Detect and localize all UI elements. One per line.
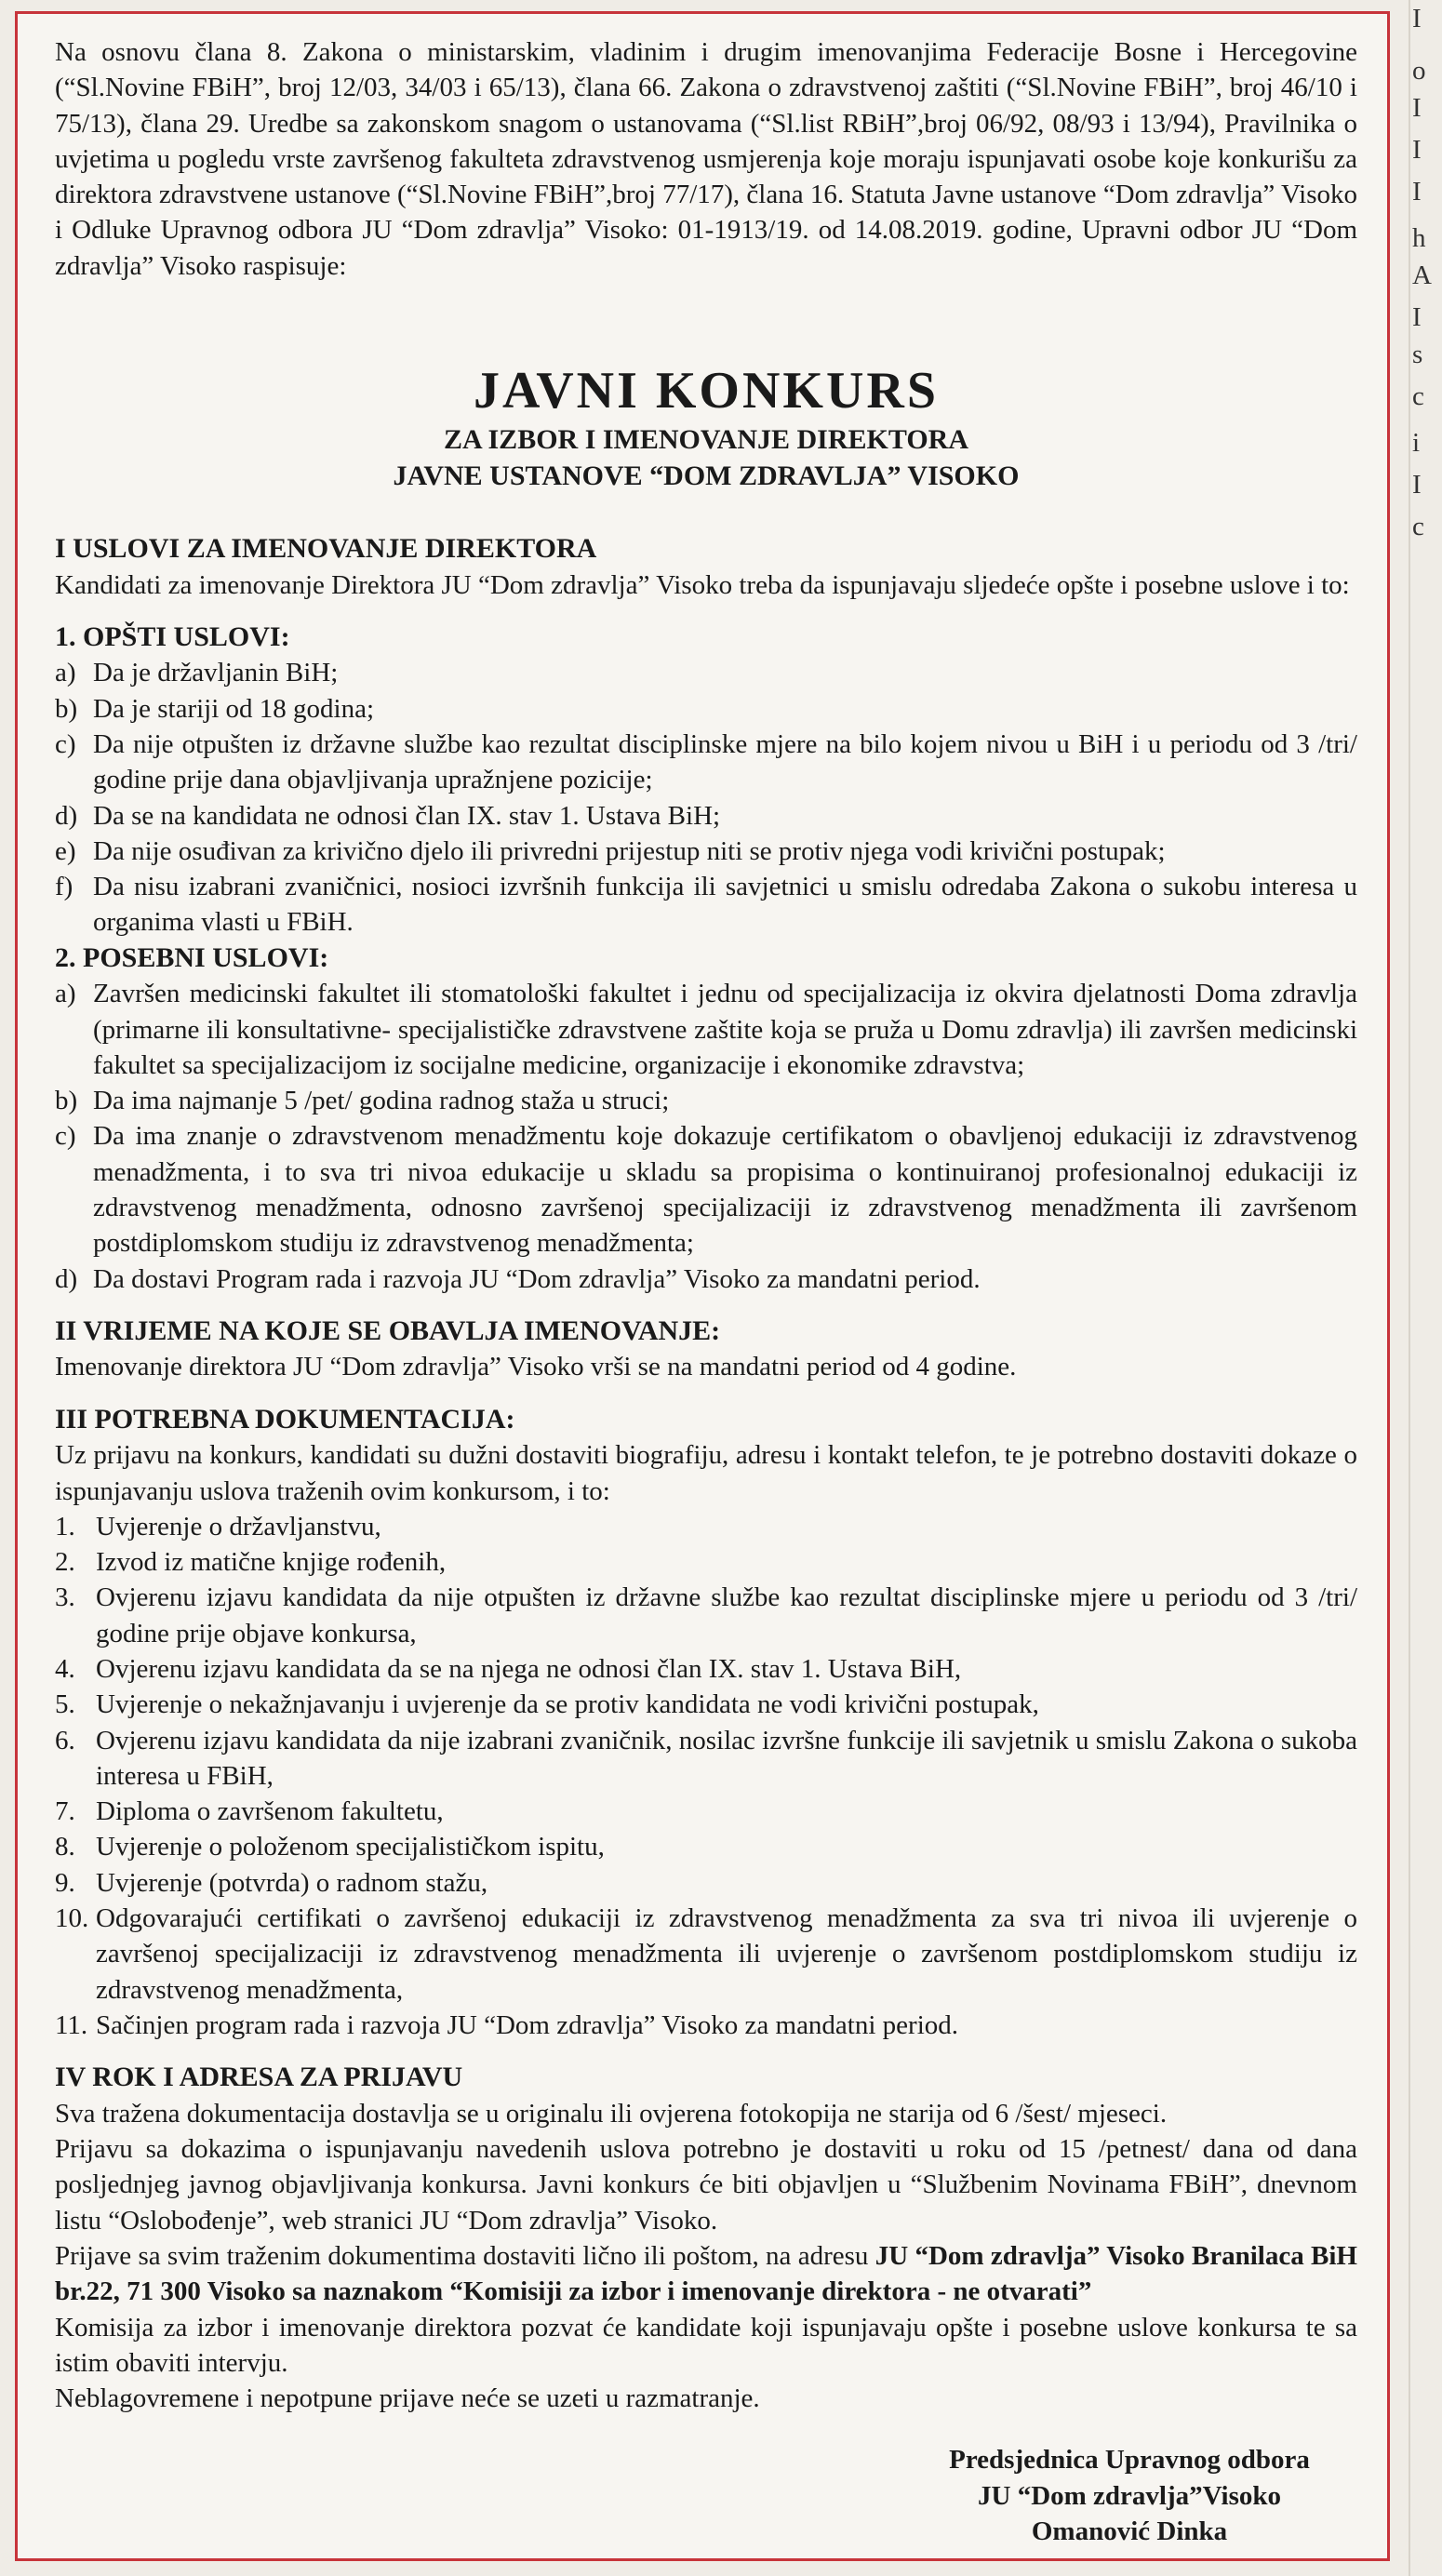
list-marker: 11. xyxy=(55,2009,88,2040)
edge-character: h xyxy=(1412,223,1426,253)
section4-paragraph-4: Komisija za izbor i imenovanje direktora pozvat će kandidate koji ispunjavaju opšte i posebne uslove konkursa te sa istim obaviti intervju. xyxy=(55,2312,1357,2378)
list-item-text: Odgovarajući certifikati o završenoj edukaciji iz zdravstvenog menadžmenta za sva tri nivoa ili uvjerenje o završenoj specijalizaciji iz zdravstvenog menadžmenta ili uvjerenje o završenom postdiplomskom studiju iz zdravstvenog menadžmenta, xyxy=(96,1903,1357,2005)
notice-content xyxy=(55,34,1357,2549)
list-item xyxy=(55,1083,1357,1118)
list-item-text: Da nije otpušten iz državne službe kao rezultat disciplinske mjere na bilo kojem nivou u BiH i u periodu od 3 /tri/ godine prije dana objavljivanja upražnjene pozicije; xyxy=(93,728,1357,795)
list-marker: 2. xyxy=(55,1547,75,1578)
list-marker: 4. xyxy=(55,1654,75,1684)
list-item xyxy=(55,1118,1357,1261)
list-item-text: Da dostavi Program rada i razvoja JU “Dom zdravlja” Visoko za mandatni period. xyxy=(93,1263,981,1294)
list-marker: d) xyxy=(55,800,78,831)
list-item-text: Ovjerenu izjavu kandidata da nije izabrani zvaničnik, nosilac izvršne funkcije ili savjetnik u smislu Zakona o sukoba interesa u FBiH, xyxy=(96,1725,1357,1791)
edge-character: I xyxy=(1412,93,1422,123)
special-conditions-list xyxy=(55,976,1357,1297)
list-item xyxy=(55,655,1357,690)
signature-role: Predsjednica Upravnog odbora xyxy=(949,2445,1310,2476)
list-item-text: Ovjerenu izjavu kandidata da se na njega ne odnosi član IX. stav 1. Ustava BiH, xyxy=(96,1654,962,1684)
section4-heading: IV ROK I ADRESA ZA PRIJAVU xyxy=(55,2062,463,2093)
list-item xyxy=(55,1509,1357,1544)
adjacent-column-fragment xyxy=(1409,0,1442,2576)
list-item xyxy=(55,1651,1357,1687)
edge-character: c xyxy=(1412,512,1424,541)
notice-subtitle-1: ZA IZBOR I IMENOVANJE DIREKTORA xyxy=(443,424,968,456)
address-bold: JU “Dom zdravlja” Visoko Branilaca BiH br.22, 71 300 Visoko sa naznakom “Komisiji za izbor i imenovanje direktora - ne otvarati” xyxy=(55,2240,1357,2307)
list-item-text: Sačinjen program rada i razvoja JU “Dom zdravlja” Visoko za mandatni period. xyxy=(96,2009,959,2040)
special-conditions-heading: 2. POSEBNI USLOVI: xyxy=(55,941,329,973)
signature-block xyxy=(55,2442,1357,2549)
list-item xyxy=(55,1544,1357,1580)
list-marker: e) xyxy=(55,835,76,866)
notice-frame xyxy=(15,11,1390,2561)
list-marker: 9. xyxy=(55,1867,75,1898)
signature-institution: JU “Dom zdravlja”Visoko xyxy=(978,2480,1281,2511)
edge-character: I xyxy=(1412,177,1422,207)
list-item xyxy=(55,834,1357,869)
list-marker: f) xyxy=(55,872,73,902)
section4-paragraph-5: Neblagovremene i nepotpune prijave neće se uzeti u razmatranje. xyxy=(55,2383,760,2414)
list-item-text: Uvjerenje o državljanstvu, xyxy=(96,1511,381,1542)
intro-paragraph: Na osnovu člana 8. Zakona o ministarskim, vladinim i drugim imenovanjima Federacije Bosne i Hercegovine (“Sl.Novine FBiH”, broj 12/03, 34/03 i 65/13), člana 66. Zakona o zdravstvenoj zaštiti (“Sl.Novine FBiH”, broj 46/10 i 75/13), člana 29. Uredbe sa zakonskom snagom o ustanovama (“Sl.list RBiH”,broj 06/92, 08/93 i 13/94), Pravilnika o uvjetima u pogledu vrste završenog fakulteta zdravstvenog usmjerenja koje moraju ispunjavati osobe koje konkurišu za direktora zdravstvene ustanove (“Sl.Novine FBiH”,broj 77/17), člana 16. Statuta Javne ustanove “Dom zdravlja” Visoko i Odluke Upravnog odbora JU “Dom zdravlja” Visoko: 01-1913/19. od 14.08.2019. godine, Upravni odbor JU “Dom zdravlja” Visoko raspisuje: xyxy=(55,37,1357,281)
list-item-text: Diploma o završenom fakultetu, xyxy=(96,1796,444,1827)
edge-character: I xyxy=(1412,135,1422,165)
signature-name: Omanović Dinka xyxy=(1031,2516,1228,2547)
notice-subtitle-2: JAVNE USTANOVE “DOM ZDRAVLJA” VISOKO xyxy=(393,460,1020,492)
general-conditions-heading: 1. OPŠTI USLOVI: xyxy=(55,621,290,652)
section2-heading: II VRIJEME NA KOJE SE OBAVLJA IMENOVANJE: xyxy=(55,1315,721,1346)
edge-character: I xyxy=(1412,4,1422,33)
list-marker: d) xyxy=(55,1263,78,1294)
column-divider xyxy=(1409,0,1410,2576)
list-item-text: Da ima znanje o zdravstvenom menadžmentu koje dokazuje certifikatom o obavljenoj edukaciji iz zdravstvenog menadžmenta, i to sva tri nivoa edukacije u skladu sa propisima o kontinuiranoj profesionalnoj edukaciji iz zdravstvenog menadžmenta, odnosno završenoj specijalizaciji iz zdravstvenog menadžmenta ili završenom postdiplomskom studiju iz zdravstvenog menadžmenta; xyxy=(93,1121,1357,1259)
list-item-text: Uvjerenje o položenom specijalističkom ispitu, xyxy=(96,1832,605,1862)
section3-text: Uz prijavu na konkurs, kandidati su dužni dostaviti biografiju, adresu i kontakt telefon, te je potrebno dostaviti dokaze o ispunjavanju uslova traženih ovim konkursom, i to: xyxy=(55,1440,1357,1506)
list-item xyxy=(55,2008,1357,2043)
section2-text: Imenovanje direktora JU “Dom zdravlja” Visoko vrši se na mandatni period od 4 godine. xyxy=(55,1352,1017,1382)
list-item-text: Uvjerenje (potvrda) o radnom stažu, xyxy=(96,1867,488,1898)
edge-character: o xyxy=(1412,56,1426,86)
general-conditions-list xyxy=(55,655,1357,940)
list-marker: a) xyxy=(55,658,76,688)
section3-heading: III POTREBNA DOKUMENTACIJA: xyxy=(55,1403,515,1435)
list-item xyxy=(55,727,1357,798)
list-marker: 6. xyxy=(55,1725,75,1755)
list-marker: 8. xyxy=(55,1832,75,1862)
list-marker: 7. xyxy=(55,1796,75,1827)
list-item xyxy=(55,976,1357,1083)
edge-character: i xyxy=(1412,428,1421,458)
list-item-text: Izvod iz matične knjige rođenih, xyxy=(96,1547,447,1578)
list-marker: 10. xyxy=(55,1903,89,1934)
list-item-text: Ovjerenu izjavu kandidata da nije otpušten iz državne službe kao rezultat disciplinske mjere u periodu od 3 /tri/ godine prije objave konkursa, xyxy=(96,1582,1357,1648)
list-marker: c) xyxy=(55,1121,76,1152)
list-item xyxy=(55,869,1357,941)
section1-text: Kandidati za imenovanje Direktora JU “Dom zdravlja” Visoko treba da ispunjavaju sljedeće opšte i posebne uslove i to: xyxy=(55,569,1350,600)
list-item xyxy=(55,798,1357,834)
edge-character: I xyxy=(1412,302,1422,332)
list-marker: 5. xyxy=(55,1689,75,1720)
edge-character: I xyxy=(1412,470,1422,500)
address-intro: Prijave sa svim traženim dokumentima dostaviti lično ili poštom, na adresu xyxy=(55,2240,875,2271)
list-item-text: Završen medicinski fakultet ili stomatološki fakultet i jednu od specijalizacija iz okvira djelatnosti Doma zdravlja (primarne ili konsultativne- specijalističke zdravstvene zaštite koja se pruža u Domu zdravlja) ili završen medicinski fakultet sa specijalizacijom iz socijalne medicine, organizacije i ekonomike zdravstva; xyxy=(93,979,1357,1080)
list-item xyxy=(55,691,1357,727)
edge-character: s xyxy=(1412,340,1423,369)
list-marker: b) xyxy=(55,693,78,724)
list-item-text: Da nije osuđivan za krivično djelo ili privredni prijestup niti se protiv njega vodi krivični postupak; xyxy=(93,835,1166,866)
notice-title: JAVNI KONKURS xyxy=(473,362,940,420)
list-item-text: Da ima najmanje 5 /pet/ godina radnog staža u struci; xyxy=(93,1086,670,1116)
list-item xyxy=(55,1829,1357,1864)
edge-character: A xyxy=(1412,260,1432,290)
list-item xyxy=(55,1901,1357,2008)
list-marker: c) xyxy=(55,728,76,759)
list-item-text: Da je stariji od 18 godina; xyxy=(93,693,375,724)
documents-list xyxy=(55,1509,1357,2043)
list-item xyxy=(55,1723,1357,1795)
edge-character: c xyxy=(1412,381,1424,411)
list-item-text: Da je državljanin BiH; xyxy=(93,658,339,688)
list-item xyxy=(55,1261,1357,1297)
list-item-text: Uvjerenje o nekažnjavanju i uvjerenje da se protiv kandidata ne vodi krivični postupak, xyxy=(96,1689,1039,1720)
list-item-text: Da nisu izabrani zvaničnici, nosioci izvršnih funkcija ili savjetnici u smislu odredaba Zakona o sukobu interesa u organima vlasti u FBiH. xyxy=(93,872,1357,938)
list-item xyxy=(55,1580,1357,1651)
list-marker: 1. xyxy=(55,1511,75,1542)
list-marker: 3. xyxy=(55,1582,75,1613)
section4-paragraph-2: Prijavu sa dokazima o ispunjavanju navedenih uslova potrebno je dostaviti u roku od 15 /petnest/ dana od dana posljednjeg javnog objavljivanja konkursa. Javni konkurs će biti objavljen u “Službenim Novinama FBiH”, dnevnom listu “Oslobođenje”, web stranici JU “Dom zdravlja” Visoko. xyxy=(55,2134,1357,2236)
list-item xyxy=(55,1687,1357,1722)
section1-heading: I USLOVI ZA IMENOVANJE DIREKTORA xyxy=(55,533,597,565)
section4-paragraph-3 xyxy=(55,2238,1357,2310)
list-item xyxy=(55,1865,1357,1901)
list-marker: a) xyxy=(55,979,76,1009)
section4-paragraph-1: Sva tražena dokumentacija dostavlja se u originalu ili ovjerena fotokopija ne starija od 6 /šest/ mjeseci. xyxy=(55,2098,1168,2129)
list-item-text: Da se na kandidata ne odnosi član IX. stav 1. Ustava BiH; xyxy=(93,800,721,831)
list-marker: b) xyxy=(55,1086,78,1116)
list-item xyxy=(55,1794,1357,1829)
